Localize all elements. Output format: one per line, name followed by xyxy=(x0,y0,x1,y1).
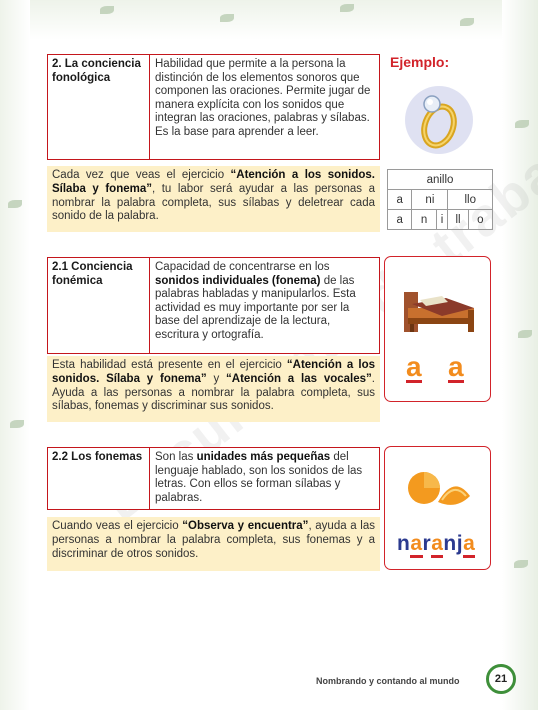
exercise-name: “Atención a los sonidos. Sílaba y fonema” xyxy=(52,169,376,195)
instruction-note xyxy=(47,517,380,571)
ring-icon xyxy=(402,76,476,156)
note-text: Cuando veas el ejercicio xyxy=(52,520,183,532)
leaf-decoration xyxy=(220,14,234,22)
leaf-decoration xyxy=(100,6,114,14)
definition-part: de las palabras habladas y manipularlos. Esta actividad es muy importante por ser la base del aprendizaje de la lectura, escritura y ortografía. xyxy=(155,274,356,341)
definition-part: del lenguaje hablado, son los sonidos de las letras. Con ellos se forman sílabas y palabras. xyxy=(155,451,363,504)
definition-text xyxy=(150,258,379,353)
definition-box-conciencia-fonemica xyxy=(47,257,380,354)
letter-plain: nj xyxy=(443,532,464,555)
leaf-decoration xyxy=(460,18,474,26)
letter-underlined: a xyxy=(410,532,422,558)
table-row xyxy=(388,210,493,230)
letter-plain: r xyxy=(422,532,432,555)
leaf-border-left xyxy=(0,0,30,710)
word-naranja xyxy=(397,532,475,556)
instruction-note xyxy=(47,356,380,422)
watermark: trabajo xyxy=(420,109,538,277)
table-cell: llo xyxy=(448,190,493,210)
syllable-table xyxy=(387,169,493,230)
example-label: Ejemplo: xyxy=(390,54,450,70)
table-cell: o xyxy=(468,210,492,230)
note-text: Cada vez que veas el ejercicio xyxy=(52,169,231,181)
note-text: , ayuda a las personas a nombrar la palabra completa, sus fonemas y a discriminar de otros sonidos. xyxy=(52,520,375,560)
bed-icon xyxy=(398,268,480,336)
note-text: . Ayuda a las personas a nombrar la palabra completa, sus sílabas, fonemas y discriminar sus sonidos. xyxy=(52,372,375,413)
note-text: , tu labor será ayudar a las personas a nombrar la palabra completa, sus sílabas y deletrear cada sonido de la palabra. xyxy=(52,182,375,223)
term-label: 2. La conciencia fonológica xyxy=(48,55,150,159)
table-cell: ll xyxy=(448,210,468,230)
definition-highlight: sonidos individuales (fonema) xyxy=(155,274,321,287)
leaf-decoration xyxy=(340,4,354,12)
definition-box-fonemas xyxy=(47,447,380,510)
table-cell: anillo xyxy=(388,170,493,190)
term-label: 2.2 Los fonemas xyxy=(48,448,150,509)
leaf-border-top xyxy=(0,0,538,40)
orange-icon xyxy=(404,464,474,514)
leaf-border-right xyxy=(502,0,538,710)
note-text: Esta habilidad está presente en el ejercicio xyxy=(52,359,287,371)
table-cell: i xyxy=(436,210,448,230)
definition-text xyxy=(150,448,379,509)
leaf-decoration xyxy=(514,560,528,568)
letter-underlined: a xyxy=(431,532,443,558)
leaf-decoration xyxy=(515,120,529,128)
table-cell: ni xyxy=(412,190,448,210)
definition-part: Capacidad de concentrarse en los xyxy=(155,261,330,273)
leaf-decoration xyxy=(8,200,22,208)
footer-title: Nombrando y contando al mundo xyxy=(316,676,460,686)
letter-plain: n xyxy=(397,532,411,555)
definition-highlight: unidades más pequeñas xyxy=(196,451,331,463)
exercise-name: “Atención a las vocales” xyxy=(226,372,372,385)
vowel-letter: a xyxy=(406,351,422,382)
table-row xyxy=(388,170,493,190)
letter-underlined: a xyxy=(463,532,475,558)
term-label: 2.1 Conciencia fonémica xyxy=(48,258,150,353)
table-row xyxy=(388,190,493,210)
definition-box-conciencia-fonologica xyxy=(47,54,380,160)
exercise-name: “Observa y encuentra” xyxy=(182,520,309,532)
leaf-decoration xyxy=(10,420,24,428)
table-cell: a xyxy=(388,210,412,230)
leaf-decoration xyxy=(518,330,532,338)
table-cell: a xyxy=(388,190,412,210)
page-number: 21 xyxy=(486,664,516,694)
instruction-note xyxy=(47,166,380,232)
definition-part: Son las xyxy=(155,451,197,463)
note-text: y xyxy=(206,372,227,385)
definition-text: Habilidad que permite a la persona la distinción de los elementos sonoros que componen las oraciones. Permite jugar de manera explícita con los sonidos que integran las oraciones, palabras y sílabas. Es la base para aprender a leer. xyxy=(155,58,371,138)
vowel-letter: a xyxy=(448,351,464,382)
exercise-name: “Atención a los sonidos. Sílaba y fonema” xyxy=(52,359,375,385)
table-cell: n xyxy=(412,210,436,230)
